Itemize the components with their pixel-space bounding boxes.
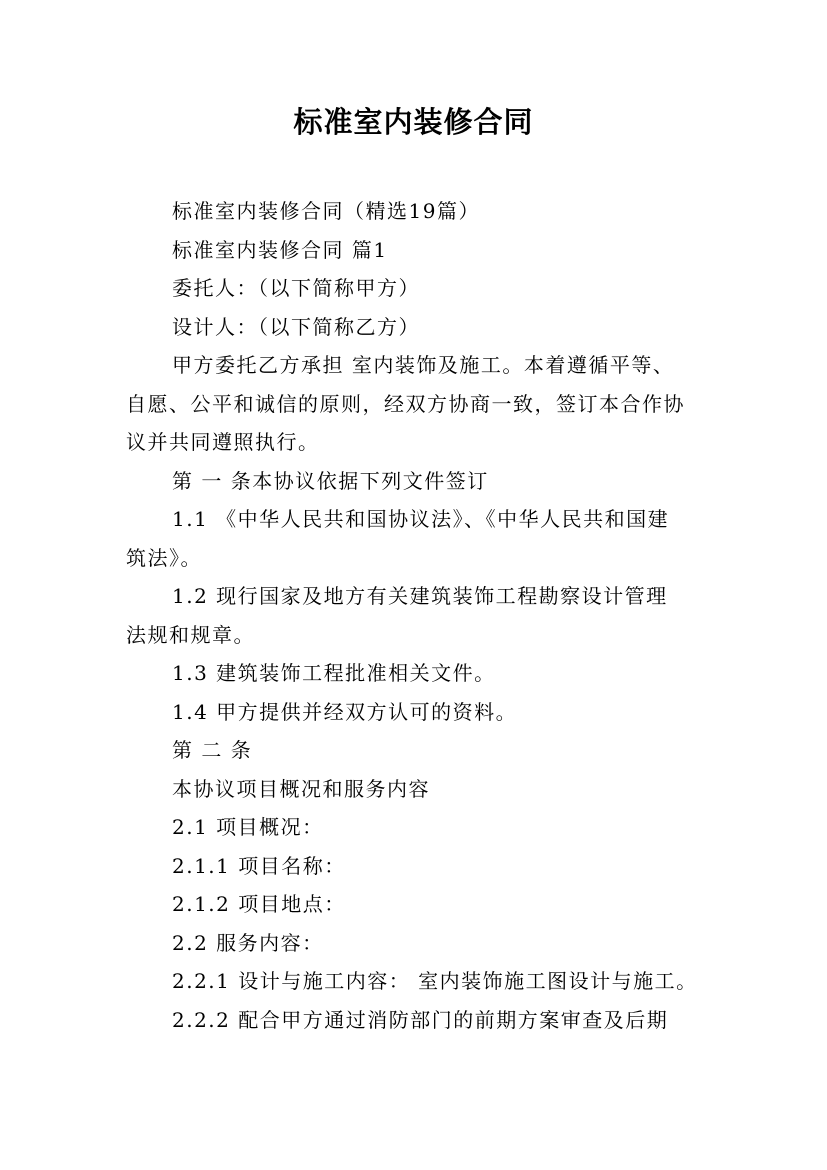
- paragraph-line: 1.1 《中华人民共和国协议法》、《中华人民共和国建: [172, 507, 670, 531]
- paragraph-line: 2.2.1 设计与施工内容： 室内装饰施工图设计与施工。: [172, 969, 698, 993]
- paragraph-line: 设计人：（以下简称乙方）: [172, 314, 420, 339]
- paragraph-line: 本协议项目概况和服务内容: [172, 776, 430, 801]
- paragraph-line: 法规和规章。: [126, 622, 255, 647]
- paragraph-line: 1.4 甲方提供并经双方认可的资料。: [172, 699, 518, 724]
- paragraph-line: 自愿、公平和诚信的原则，经双方协商一致，签订本合作协: [126, 391, 685, 416]
- paragraph-line: 标准室内装修合同 篇1: [172, 237, 388, 262]
- document-title: 标准室内装修合同: [293, 105, 534, 139]
- paragraph-line: 2.1 项目概况：: [172, 815, 324, 839]
- paragraph-line: 2.1.1 项目名称：: [172, 853, 346, 878]
- paragraph-line: 议并共同遵照执行。: [126, 430, 320, 454]
- paragraph-line: 第 一 条本协议依据下列文件签订: [172, 468, 489, 493]
- document-body: [126, 192, 716, 1039]
- paragraph-line: 2.2 服务内容：: [172, 930, 324, 955]
- paragraph-line: 标准室内装修合同（精选19篇）: [172, 199, 480, 223]
- paragraph-line: 2.2.2 配合甲方通过消防部门的前期方案审查及后期: [172, 1007, 669, 1032]
- paragraph-line: 第 二 条: [172, 738, 253, 762]
- paragraph-line: 筑法》。: [126, 545, 202, 570]
- paragraph-line: 1.3 建筑装饰工程批准相关文件。: [172, 661, 496, 685]
- paragraph-line: 2.1.2 项目地点：: [172, 892, 346, 916]
- paragraph-line: 甲方委托乙方承担 室内装饰及施工。本着遵循平等、: [172, 353, 675, 377]
- paragraph-line: 委托人：（以下简称甲方）: [172, 276, 420, 300]
- paragraph-line: 1.2 现行国家及地方有关建筑装饰工程勘察设计管理: [172, 584, 668, 608]
